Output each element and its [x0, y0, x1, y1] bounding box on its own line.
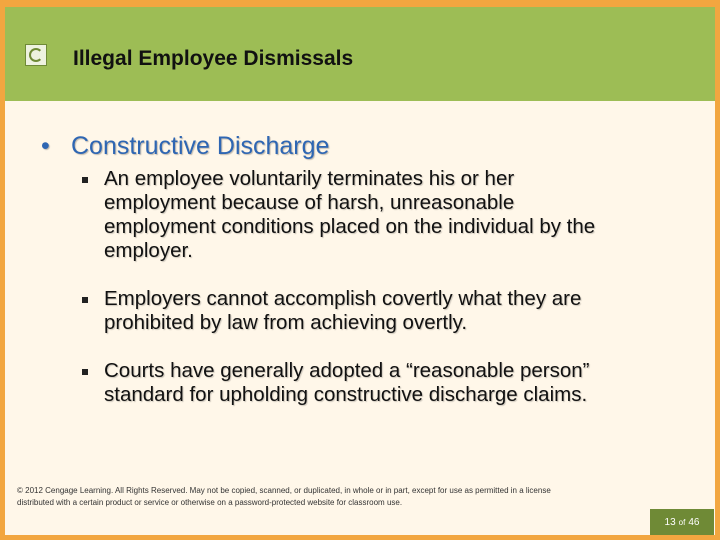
bullet-dot-icon: • — [41, 132, 50, 160]
page-number-badge — [650, 509, 714, 535]
slide — [5, 7, 715, 535]
copyright-notice: © 2012 Cengage Learning. All Rights Reserved. May not be copied, scanned, or duplicated, in whole or in part, except for use as permitted in a license distributed with a certain product or service or otherwise on a password-protected website for classroom use. — [17, 486, 551, 507]
sub-bullet-list — [89, 167, 629, 407]
page-total: 46 — [688, 516, 700, 528]
main-bullet — [41, 132, 329, 161]
sub-bullet-item — [89, 359, 629, 407]
square-bullet-icon — [82, 369, 88, 375]
page-current: 13 — [664, 516, 676, 528]
square-bullet-icon — [82, 297, 88, 303]
main-bullet-text: Constructive Discharge — [71, 132, 330, 160]
slide-header — [5, 7, 715, 101]
sub-bullet-item — [89, 167, 629, 263]
sub-bullet-item — [89, 287, 629, 335]
square-bullet-icon — [82, 177, 88, 183]
slide-title: Illegal Employee Dismissals — [73, 47, 354, 70]
circle-logo-icon — [25, 44, 47, 66]
page-of-label: of — [678, 517, 686, 527]
sub-bullet-text: An employee voluntarily terminates his or her employment because of harsh, unreasonable employment conditions placed on the individual by the employer. — [104, 167, 596, 262]
logo-arc — [29, 48, 43, 62]
sub-bullet-text: Employers cannot accomplish covertly what they are prohibited by law from achieving overtly. — [104, 287, 582, 334]
sub-bullet-text: Courts have generally adopted a “reasonable person” standard for upholding constructive discharge claims. — [104, 359, 590, 406]
